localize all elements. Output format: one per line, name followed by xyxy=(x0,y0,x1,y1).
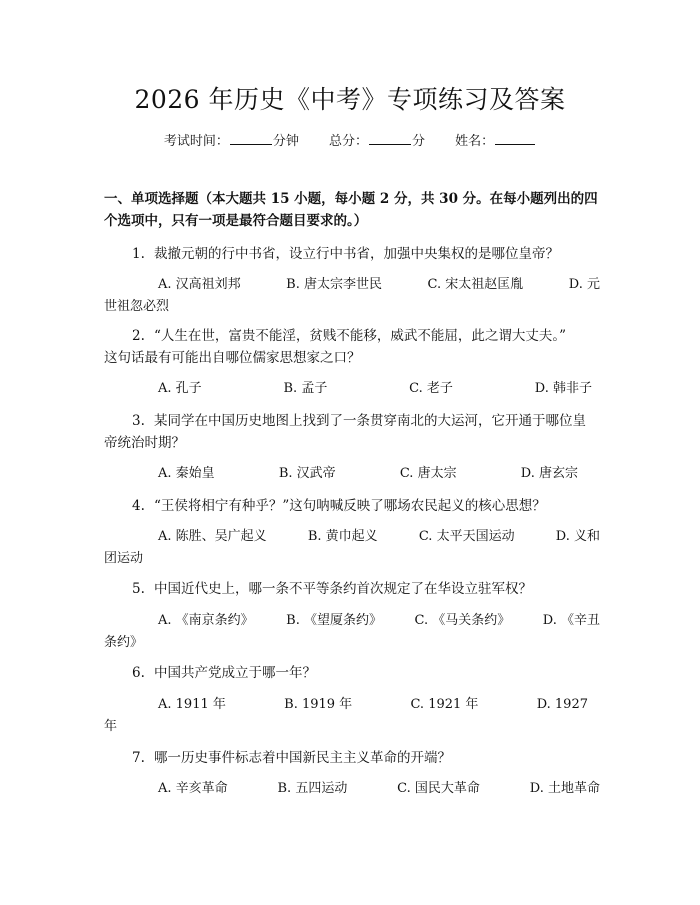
option-b: B. 孟子 xyxy=(283,381,328,396)
question-stem xyxy=(104,578,604,600)
option-c: C. 国民大革命 xyxy=(397,781,480,796)
question-number: 2. xyxy=(132,328,145,344)
question-stem xyxy=(104,243,604,265)
question-stem xyxy=(104,325,604,369)
time-field xyxy=(164,130,299,152)
question-number: 3. xyxy=(132,413,145,429)
question-text: “王侯将相宁有种乎？”这句呐喊反映了哪场农民起义的核心思想？ xyxy=(154,498,546,514)
question-stem xyxy=(104,410,604,454)
option-c: C. 老子 xyxy=(409,381,453,396)
question-number: 6. xyxy=(132,665,145,681)
time-unit: 分钟 xyxy=(272,134,299,149)
score-unit: 分 xyxy=(412,134,426,149)
page-title: 2026 年历史《中考》专项练习及答案 xyxy=(134,85,566,114)
option-b: B. 黄巾起义 xyxy=(307,529,378,544)
question-options xyxy=(104,778,600,800)
option-wrap: 世祖忽必烈 xyxy=(104,299,170,314)
question-number: 7. xyxy=(132,750,145,766)
question-number: 5. xyxy=(132,581,145,597)
question-options xyxy=(104,463,600,485)
section-heading-line: 个选项中，只有一项是最符合题目要求的。） xyxy=(104,213,368,229)
option-wrap: 年 xyxy=(104,719,118,734)
option-b: B. 汉武帝 xyxy=(278,466,336,481)
option-d: D. 《辛丑 xyxy=(542,613,600,628)
option-b: B. 《望厦条约》 xyxy=(286,613,382,628)
option-a: A. 陈胜、吴广起义 xyxy=(158,529,267,544)
question-stem xyxy=(104,662,604,684)
question-options xyxy=(104,378,600,400)
question-stem xyxy=(104,747,604,769)
section-heading xyxy=(104,188,604,232)
question-options xyxy=(104,694,600,738)
option-c: C. 唐太宗 xyxy=(399,466,457,481)
option-wrap: 条约》 xyxy=(104,635,144,650)
option-d: D. 唐玄宗 xyxy=(520,466,578,481)
question-text: 裁撤元朝的行中书省，设立行中书省，加强中央集权的是哪位皇帝？ xyxy=(154,246,559,262)
option-c: C. 太平天国运动 xyxy=(418,529,515,544)
option-d: D. 土地革命 xyxy=(529,781,600,796)
question-text: 哪一历史事件标志着中国新民主主义革命的开端？ xyxy=(154,750,451,766)
name-label: 姓名： xyxy=(455,134,495,149)
option-wrap: 团运动 xyxy=(104,551,144,566)
option-a: A. 孔子 xyxy=(158,381,202,396)
name-field xyxy=(455,130,536,152)
option-d: D. 1927 xyxy=(536,697,588,712)
option-a: A. 辛亥革命 xyxy=(158,781,228,796)
option-a: A. 1911 年 xyxy=(158,697,226,712)
score-label: 总分： xyxy=(328,134,368,149)
question-text: “人生在世，富贵不能淫，贫贱不能移，威武不能屈，此之谓大丈夫。” xyxy=(154,328,567,344)
question-number: 1. xyxy=(132,246,145,262)
question-text: 帝统治时期？ xyxy=(104,435,185,451)
time-label: 考试时间： xyxy=(163,134,229,149)
question-text: 某同学在中国历史地图上找到了一条贯穿南北的大运河，它开通于哪位皇 xyxy=(154,413,586,429)
exam-info-line xyxy=(0,130,700,152)
option-b: B. 唐太宗李世民 xyxy=(286,277,382,292)
option-c: C. 《马关条约》 xyxy=(414,613,511,628)
question-stem xyxy=(104,495,604,517)
score-blank xyxy=(369,130,411,145)
option-a: A. 汉高祖刘邦 xyxy=(158,277,241,292)
question-number: 4. xyxy=(132,498,145,514)
option-d: D. 元 xyxy=(568,277,600,292)
option-d: D. 义和 xyxy=(555,529,600,544)
name-blank xyxy=(495,130,535,145)
option-d: D. 韩非子 xyxy=(534,381,592,396)
option-a: A. 《南京条约》 xyxy=(158,613,254,628)
option-b: B. 1919 年 xyxy=(284,697,353,712)
question-options xyxy=(104,610,600,654)
option-c: C. 宋太祖赵匡胤 xyxy=(427,277,524,292)
score-field xyxy=(329,130,425,152)
time-blank xyxy=(230,130,272,145)
question-text: 中国共产党成立于哪一年？ xyxy=(154,665,316,681)
option-a: A. 秦始皇 xyxy=(158,466,215,481)
section-heading-line: 一、单项选择题（本大题共 15 小题，每小题 2 分，共 30 分。在每小题列出的四 xyxy=(104,191,598,207)
question-options xyxy=(104,274,600,318)
option-b: B. 五四运动 xyxy=(277,781,348,796)
option-c: C. 1921 年 xyxy=(410,697,479,712)
question-options xyxy=(104,526,600,570)
question-text: 中国近代史上，哪一条不平等条约首次规定了在华设立驻军权？ xyxy=(154,581,532,597)
question-text: 这句话最有可能出自哪位儒家思想家之口？ xyxy=(104,350,361,366)
